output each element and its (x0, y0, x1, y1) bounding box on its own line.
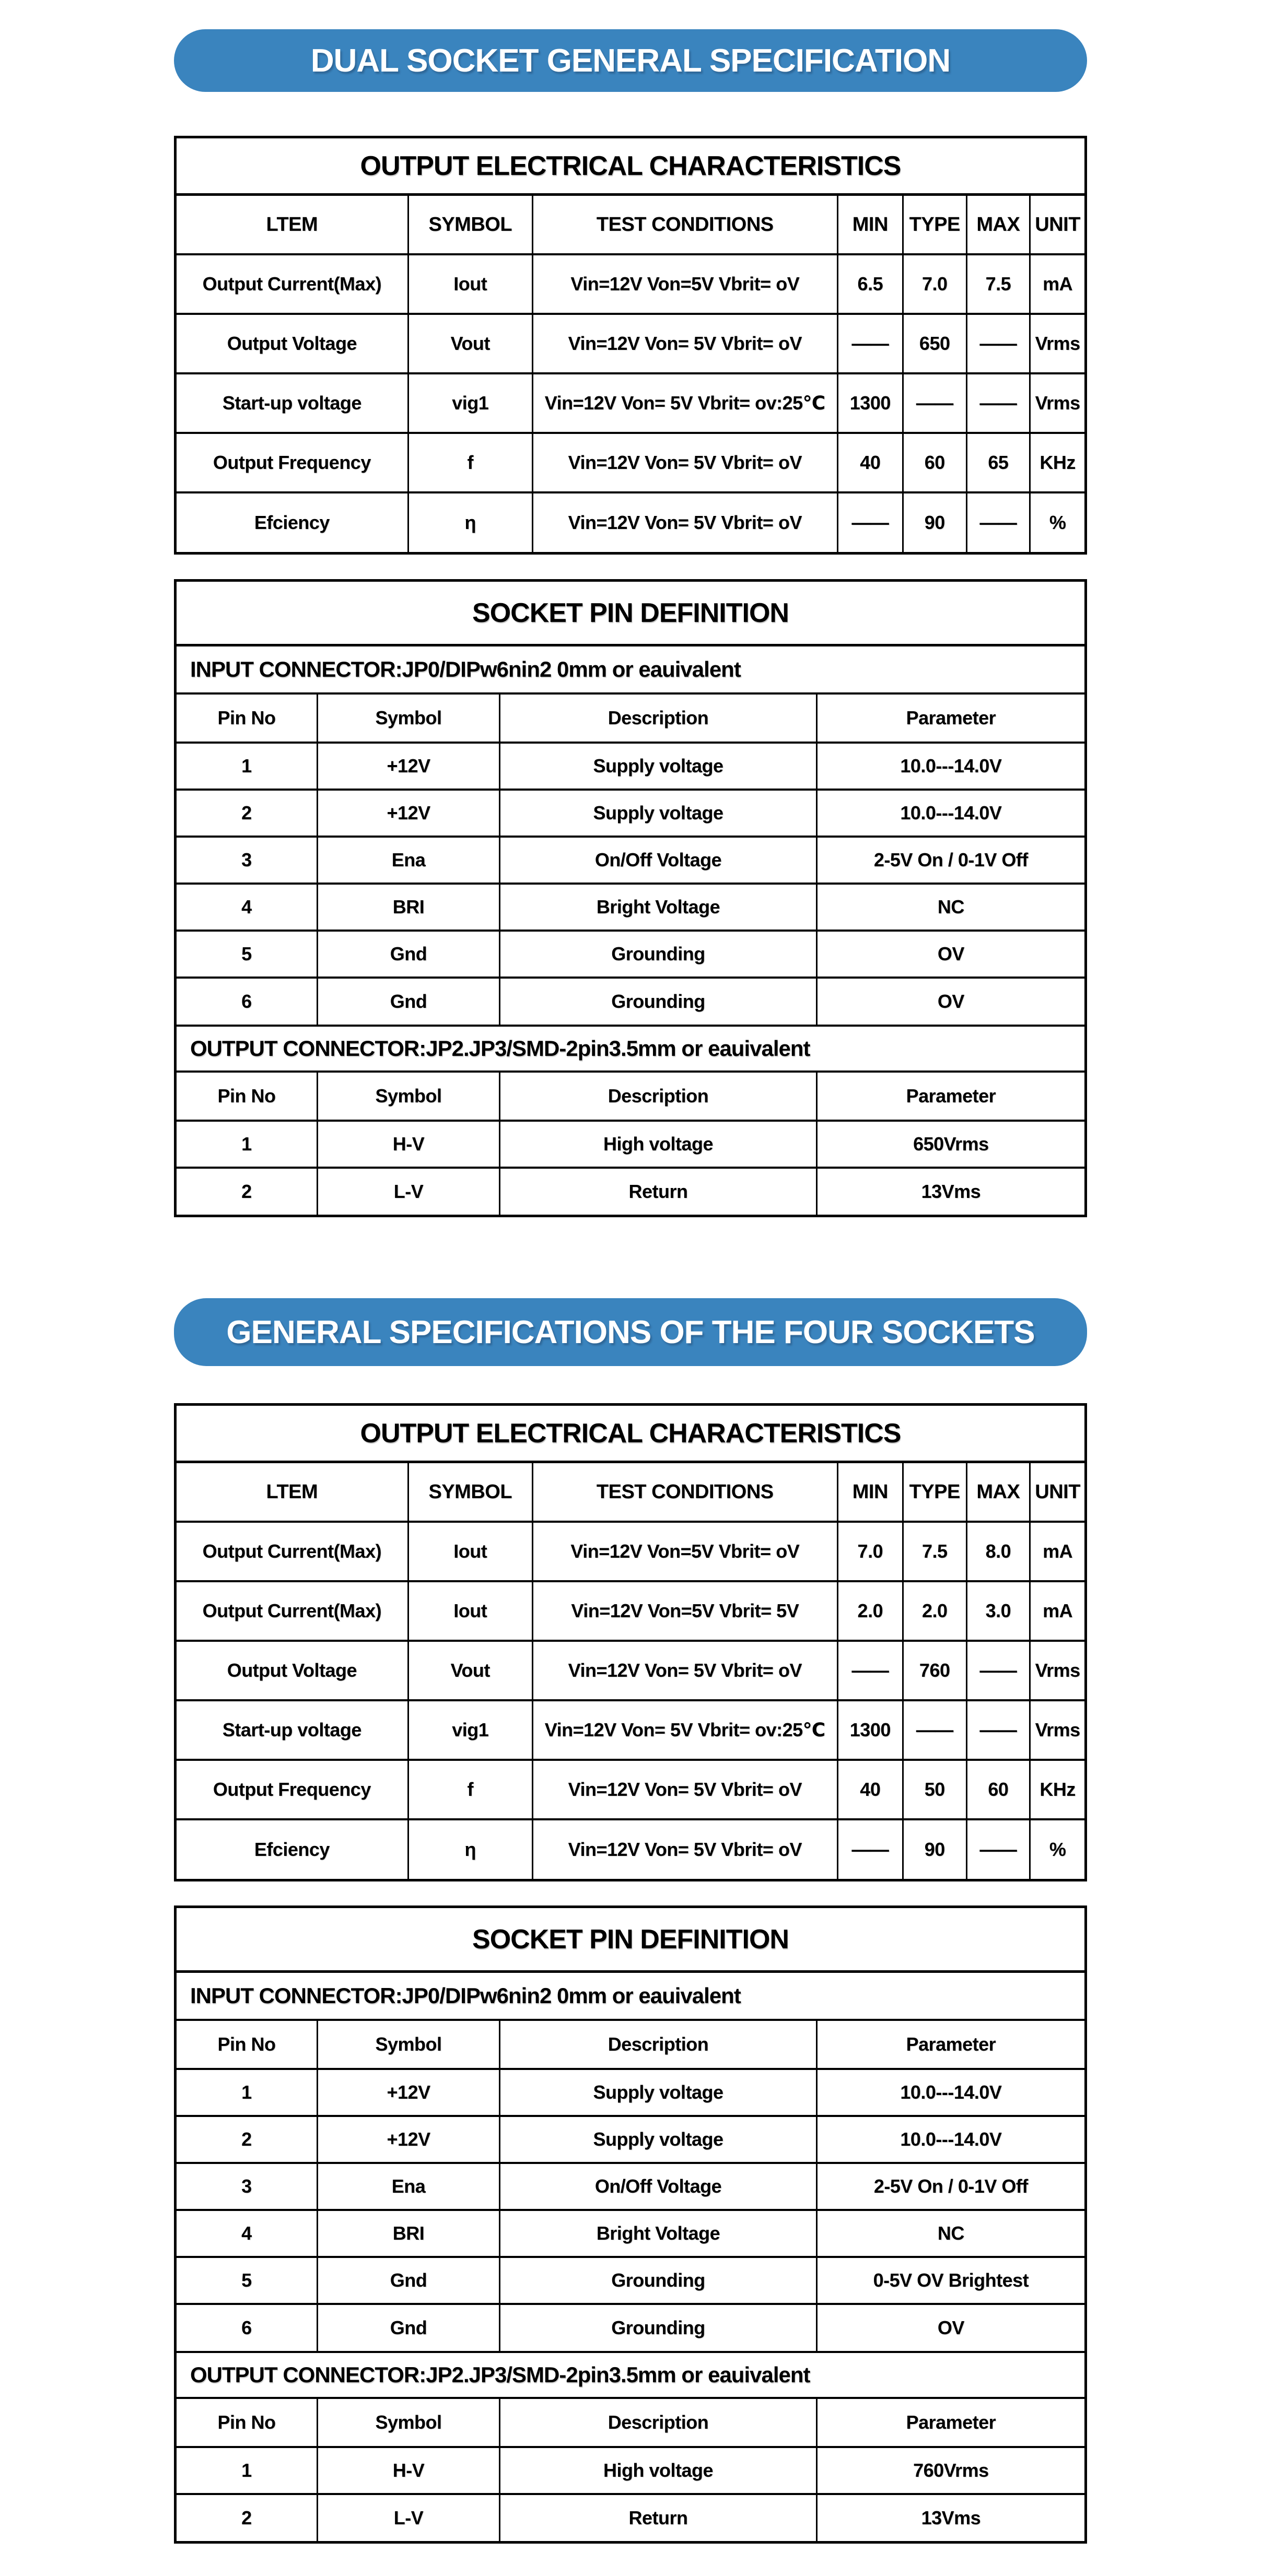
cell: —— (903, 373, 966, 433)
table-row (177, 1522, 1084, 1581)
header-row (177, 695, 1084, 743)
cell: 65 (966, 433, 1030, 492)
table-title: OUTPUT ELECTRICAL CHARACTERISTICS (177, 138, 1084, 196)
dual-electrical-section (174, 136, 1087, 555)
column-header: LTEM (177, 196, 408, 254)
cell: —— (966, 1700, 1030, 1760)
output-connector-label: OUTPUT CONNECTOR:JP2.JP3/SMD-2pin3.5mm or eauivalent (177, 2351, 1084, 2399)
cell: 3 (177, 2163, 317, 2210)
cell: Vin=12V Von=5V Vbrit= oV (532, 254, 837, 314)
cell: 4 (177, 2210, 317, 2257)
cell: Efciency (177, 492, 408, 552)
cell: H-V (317, 2447, 499, 2494)
cell: Vin=12V Von= 5V Vbrit= oV (532, 433, 837, 492)
table-title: SOCKET PIN DEFINITION (177, 1908, 1084, 1973)
column-header: Pin No (177, 1073, 317, 1121)
cell: 40 (837, 433, 903, 492)
cell: Grounding (500, 978, 817, 1025)
cell: —— (837, 492, 903, 552)
cell: Grounding (500, 931, 817, 978)
table-row (177, 2163, 1084, 2210)
table-row (177, 314, 1084, 373)
cell: High voltage (500, 1121, 817, 1168)
cell: Grounding (500, 2257, 817, 2304)
cell: Vrms (1030, 314, 1084, 373)
four-electrical-section (174, 1403, 1087, 1881)
cell: Ena (317, 2163, 499, 2210)
electrical-characteristics-table (177, 196, 1084, 552)
cell: 650Vrms (816, 1121, 1084, 1168)
table-row (177, 790, 1084, 837)
cell: Supply voltage (500, 2069, 817, 2116)
column-header: TYPE (903, 196, 966, 254)
cell: —— (966, 492, 1030, 552)
column-header: Description (500, 2021, 817, 2069)
cell: 2 (177, 2494, 317, 2541)
cell: BRI (317, 884, 499, 931)
column-header: Pin No (177, 2399, 317, 2447)
column-header: Parameter (816, 1073, 1084, 1121)
cell: Gnd (317, 2257, 499, 2304)
cell: 5 (177, 931, 317, 978)
cell: —— (903, 1700, 966, 1760)
electrical-characteristics-table (177, 1463, 1084, 1879)
cell: 7.0 (837, 1522, 903, 1581)
table-row (177, 1641, 1084, 1700)
output-pins-table (177, 2399, 1084, 2541)
column-header: Description (500, 1073, 817, 1121)
cell: Output Current(Max) (177, 1522, 408, 1581)
cell: 1 (177, 2447, 317, 2494)
cell: vig1 (408, 1700, 532, 1760)
table-row (177, 2257, 1084, 2304)
cell: % (1030, 492, 1084, 552)
cell: Vin=12V Von= 5V Vbrit= oV (532, 1641, 837, 1700)
cell: On/Off Voltage (500, 837, 817, 884)
cell: Gnd (317, 2304, 499, 2351)
cell: 6.5 (837, 254, 903, 314)
cell: Output Frequency (177, 433, 408, 492)
cell: Iout (408, 1581, 532, 1641)
cell: mA (1030, 1522, 1084, 1581)
cell: 10.0---14.0V (816, 2069, 1084, 2116)
cell: 2 (177, 790, 317, 837)
header-row (177, 2021, 1084, 2069)
cell: 2.0 (837, 1581, 903, 1641)
output-pins-table (177, 1073, 1084, 1215)
cell: NC (816, 2210, 1084, 2257)
cell: 2.0 (903, 1581, 966, 1641)
cell: 6 (177, 978, 317, 1025)
cell: f (408, 1760, 532, 1819)
cell: Vin=12V Von= 5V Vbrit= ov:25℃ (532, 1700, 837, 1760)
four-sockets-banner (174, 1298, 1087, 1366)
column-header: TEST CONDITIONS (532, 1463, 837, 1522)
cell: High voltage (500, 2447, 817, 2494)
table-row (177, 492, 1084, 552)
cell: Iout (408, 254, 532, 314)
cell: Grounding (500, 2304, 817, 2351)
cell: Output Voltage (177, 314, 408, 373)
table-row (177, 254, 1084, 314)
cell: NC (816, 884, 1084, 931)
cell: Vin=12V Von= 5V Vbrit= oV (532, 1819, 837, 1879)
cell: Return (500, 2494, 817, 2541)
cell: Vrms (1030, 1641, 1084, 1700)
cell: 50 (903, 1760, 966, 1819)
cell: Output Current(Max) (177, 254, 408, 314)
table-row (177, 2069, 1084, 2116)
input-connector-label: INPUT CONNECTOR:JP0/DIPw6nin2 0mm or eauivalent (177, 1973, 1084, 2021)
dual-pin-definition-section (174, 579, 1087, 1217)
output-connector-label: OUTPUT CONNECTOR:JP2.JP3/SMD-2pin3.5mm or eauivalent (177, 1025, 1084, 1073)
table-row (177, 743, 1084, 790)
cell: 13Vms (816, 2494, 1084, 2541)
cell: 2 (177, 1168, 317, 1215)
cell: Vrms (1030, 1700, 1084, 1760)
cell: Gnd (317, 978, 499, 1025)
table-row (177, 373, 1084, 433)
cell: % (1030, 1819, 1084, 1879)
cell: Gnd (317, 931, 499, 978)
cell: H-V (317, 1121, 499, 1168)
cell: vig1 (408, 373, 532, 433)
cell: Vout (408, 314, 532, 373)
cell: Iout (408, 1522, 532, 1581)
column-header: Symbol (317, 2021, 499, 2069)
cell: 10.0---14.0V (816, 790, 1084, 837)
table-row (177, 2494, 1084, 2541)
column-header: Symbol (317, 695, 499, 743)
cell: —— (966, 373, 1030, 433)
cell: η (408, 1819, 532, 1879)
cell: L-V (317, 1168, 499, 1215)
cell: 2 (177, 2116, 317, 2163)
cell: Vin=12V Von= 5V Vbrit= oV (532, 314, 837, 373)
column-header: MAX (966, 1463, 1030, 1522)
cell: —— (966, 314, 1030, 373)
header-row (177, 1463, 1084, 1522)
input-connector-label: INPUT CONNECTOR:JP0/DIPw6nin2 0mm or eauivalent (177, 646, 1084, 695)
cell: 1 (177, 743, 317, 790)
spec-sheet-page (174, 29, 1087, 2544)
cell: KHz (1030, 433, 1084, 492)
cell: 2-5V On / 0-1V Off (816, 837, 1084, 884)
cell: 7.5 (903, 1522, 966, 1581)
cell: —— (966, 1819, 1030, 1879)
cell: Vin=12V Von= 5V Vbrit= oV (532, 1760, 837, 1819)
column-header: Pin No (177, 2021, 317, 2069)
column-header: TEST CONDITIONS (532, 196, 837, 254)
cell: 6 (177, 2304, 317, 2351)
cell: +12V (317, 790, 499, 837)
column-header: MAX (966, 196, 1030, 254)
table-row (177, 978, 1084, 1025)
cell: BRI (317, 2210, 499, 2257)
cell: Start-up voltage (177, 373, 408, 433)
header-row (177, 2399, 1084, 2447)
cell: 5 (177, 2257, 317, 2304)
column-header: Parameter (816, 2399, 1084, 2447)
column-header: Symbol (317, 2399, 499, 2447)
table-row (177, 1121, 1084, 1168)
cell: Output Voltage (177, 1641, 408, 1700)
column-header: Parameter (816, 2021, 1084, 2069)
table-row (177, 433, 1084, 492)
cell: Vin=12V Von=5V Vbrit= oV (532, 1522, 837, 1581)
table-row (177, 2447, 1084, 2494)
cell: Ena (317, 837, 499, 884)
four-pin-definition-section (174, 1905, 1087, 2544)
table-row (177, 1760, 1084, 1819)
cell: —— (837, 1819, 903, 1879)
cell: —— (966, 1641, 1030, 1700)
column-header: MIN (837, 1463, 903, 1522)
four-sockets-banner-title: GENERAL SPECIFICATIONS OF THE FOUR SOCKETS (226, 1314, 1035, 1350)
cell: 90 (903, 1819, 966, 1879)
column-header: UNIT (1030, 196, 1084, 254)
cell: mA (1030, 254, 1084, 314)
cell: 7.5 (966, 254, 1030, 314)
table-row (177, 884, 1084, 931)
cell: —— (837, 314, 903, 373)
column-header: SYMBOL (408, 196, 532, 254)
table-row (177, 2210, 1084, 2257)
cell: 4 (177, 884, 317, 931)
cell: 3 (177, 837, 317, 884)
cell: 10.0---14.0V (816, 2116, 1084, 2163)
table-title: OUTPUT ELECTRICAL CHARACTERISTICS (177, 1406, 1084, 1463)
cell: Vout (408, 1641, 532, 1700)
column-header: LTEM (177, 1463, 408, 1522)
cell: Output Current(Max) (177, 1581, 408, 1641)
table-row (177, 931, 1084, 978)
column-header: Description (500, 695, 817, 743)
cell: 760Vrms (816, 2447, 1084, 2494)
table-row (177, 1819, 1084, 1879)
cell: OV (816, 2304, 1084, 2351)
table-row (177, 2304, 1084, 2351)
cell: 1300 (837, 373, 903, 433)
cell: Bright Voltage (500, 884, 817, 931)
cell: 650 (903, 314, 966, 373)
column-header: MIN (837, 196, 903, 254)
cell: 60 (903, 433, 966, 492)
cell: KHz (1030, 1760, 1084, 1819)
table-row (177, 1168, 1084, 1215)
cell: 0-5V OV Brightest (816, 2257, 1084, 2304)
cell: 1300 (837, 1700, 903, 1760)
cell: 13Vms (816, 1168, 1084, 1215)
cell: On/Off Voltage (500, 2163, 817, 2210)
table-row (177, 1581, 1084, 1641)
cell: +12V (317, 743, 499, 790)
table-row (177, 837, 1084, 884)
cell: OV (816, 978, 1084, 1025)
dual-socket-banner-title: DUAL SOCKET GENERAL SPECIFICATION (310, 42, 951, 79)
cell: η (408, 492, 532, 552)
cell: Vrms (1030, 373, 1084, 433)
input-pins-table (177, 695, 1084, 1025)
cell: Vin=12V Von= 5V Vbrit= ov:25℃ (532, 373, 837, 433)
cell: f (408, 433, 532, 492)
cell: L-V (317, 2494, 499, 2541)
column-header: TYPE (903, 1463, 966, 1522)
cell: 760 (903, 1641, 966, 1700)
cell: +12V (317, 2069, 499, 2116)
cell: +12V (317, 2116, 499, 2163)
column-header: Pin No (177, 695, 317, 743)
cell: 10.0---14.0V (816, 743, 1084, 790)
table-row (177, 1700, 1084, 1760)
table-row (177, 2116, 1084, 2163)
cell: Supply voltage (500, 2116, 817, 2163)
cell: 1 (177, 1121, 317, 1168)
header-row (177, 196, 1084, 254)
cell: 8.0 (966, 1522, 1030, 1581)
cell: 40 (837, 1760, 903, 1819)
cell: Vin=12V Von= 5V Vbrit= oV (532, 492, 837, 552)
cell: Return (500, 1168, 817, 1215)
cell: 1 (177, 2069, 317, 2116)
cell: mA (1030, 1581, 1084, 1641)
cell: OV (816, 931, 1084, 978)
cell: 60 (966, 1760, 1030, 1819)
cell: Efciency (177, 1819, 408, 1879)
header-row (177, 1073, 1084, 1121)
column-header: Parameter (816, 695, 1084, 743)
column-header: Symbol (317, 1073, 499, 1121)
column-header: UNIT (1030, 1463, 1084, 1522)
input-pins-table (177, 2021, 1084, 2351)
cell: Output Frequency (177, 1760, 408, 1819)
table-title: SOCKET PIN DEFINITION (177, 582, 1084, 646)
cell: —— (837, 1641, 903, 1700)
cell: Supply voltage (500, 743, 817, 790)
cell: 7.0 (903, 254, 966, 314)
cell: 3.0 (966, 1581, 1030, 1641)
cell: Supply voltage (500, 790, 817, 837)
cell: 2-5V On / 0-1V Off (816, 2163, 1084, 2210)
column-header: Description (500, 2399, 817, 2447)
cell: Vin=12V Von=5V Vbrit= 5V (532, 1581, 837, 1641)
cell: 90 (903, 492, 966, 552)
cell: Bright Voltage (500, 2210, 817, 2257)
cell: Start-up voltage (177, 1700, 408, 1760)
column-header: SYMBOL (408, 1463, 532, 1522)
dual-socket-banner (174, 29, 1087, 92)
